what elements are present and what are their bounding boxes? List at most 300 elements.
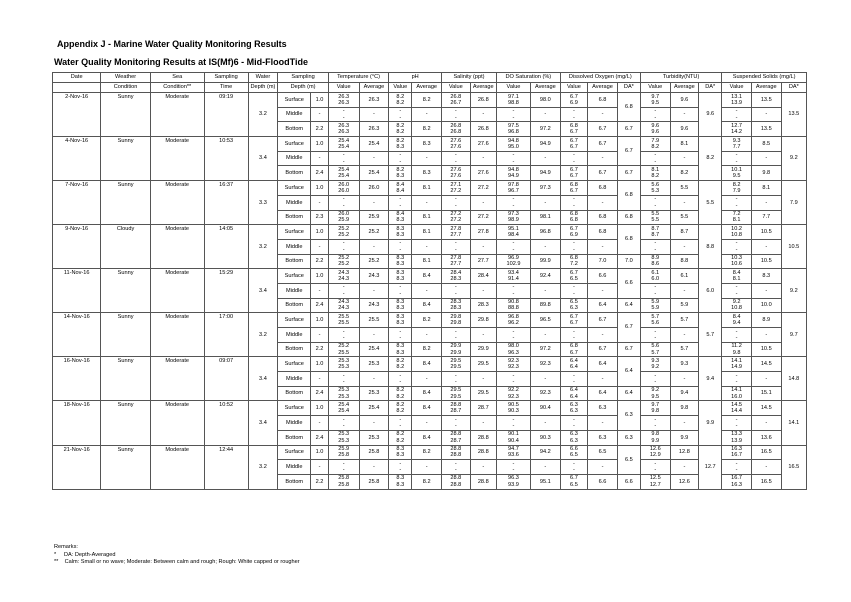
header-date-blank xyxy=(53,83,101,93)
sampling-level-cell: Bottom xyxy=(278,474,311,489)
do-saturation-average: 90.4 xyxy=(531,401,561,416)
salinity-values xyxy=(442,254,471,269)
sampling-level-cell: Middle xyxy=(278,239,311,254)
date-cell: 4-Nov-16 xyxy=(53,137,101,181)
sampling-level-cell: Middle xyxy=(278,107,311,122)
suspended-solids-values xyxy=(722,401,752,416)
suspended-solids-values-reading-1: 8.2 xyxy=(732,181,741,188)
temperature-values-reading-1: 25.2 xyxy=(338,255,350,262)
salinity-values-reading-1: 29.8 xyxy=(450,313,462,320)
do-saturation-values xyxy=(496,107,530,122)
do-saturation-values-reading-2: 102.9 xyxy=(506,261,521,268)
salinity-values-reading-1: 29.5 xyxy=(450,387,462,394)
dissolved-oxygen-values-reading-1: - xyxy=(573,108,575,115)
temperature-values-reading-1: - xyxy=(342,152,345,159)
dissolved-oxygen-values-reading-1: - xyxy=(573,196,575,203)
suspended-solids-values-reading-1: - xyxy=(735,416,738,423)
do-saturation-values-reading-1: 94.7 xyxy=(508,446,519,453)
dissolved-oxygen-values-reading-1: 6.7 xyxy=(570,137,578,144)
ph-values-reading-2: 8.4 xyxy=(396,187,405,194)
dissolved-oxygen-values xyxy=(560,151,587,166)
dissolved-oxygen-values-reading-2: 6.3 xyxy=(570,305,578,312)
sampling-time-cell: 10:53 xyxy=(204,137,248,181)
suspended-solids-da: 14.1 xyxy=(781,401,806,445)
temperature-values-reading-1: 25.2 xyxy=(338,225,350,232)
weather-cell: Sunny xyxy=(101,269,150,313)
turbidity-values-reading-2: 8.7 xyxy=(651,232,660,239)
temperature-values xyxy=(328,269,359,284)
dissolved-oxygen-average: 6.6 xyxy=(588,269,618,284)
ph-values-reading-2: 8.3 xyxy=(396,143,405,150)
ph-average: - xyxy=(412,283,442,298)
do-saturation-values-reading-2: - xyxy=(512,334,515,341)
do-saturation-values-reading-2: 98.8 xyxy=(508,99,519,106)
ph-values-reading-2: - xyxy=(399,467,402,474)
turbidity-values-reading-2: 5.9 xyxy=(651,305,660,312)
appendix-title: Appendix J - Marine Water Quality Monitoring Results xyxy=(57,39,287,49)
turbidity-average: 8.8 xyxy=(670,254,699,269)
salinity-average: - xyxy=(470,239,496,254)
salinity-values xyxy=(442,181,471,196)
turbidity-average: - xyxy=(670,328,699,343)
salinity-values-reading-2: - xyxy=(454,158,457,165)
temperature-values-reading-2: - xyxy=(342,334,345,341)
temperature-average: - xyxy=(359,195,389,210)
temperature-values-reading-1: 25.5 xyxy=(338,313,350,320)
ph-values-reading-2: 8.2 xyxy=(396,364,405,371)
turbidity-average: 8.2 xyxy=(670,166,699,181)
salinity-values-reading-1: 28.8 xyxy=(450,401,462,408)
do-saturation-average: - xyxy=(531,107,561,122)
header-average: Average xyxy=(470,83,496,93)
dissolved-oxygen-average: 6.5 xyxy=(588,445,618,460)
dissolved-oxygen-bottom: 6.6 xyxy=(617,474,640,489)
salinity-average: 28.8 xyxy=(470,474,496,489)
dissolved-oxygen-values-reading-2: - xyxy=(573,158,575,165)
turbidity-average: - xyxy=(670,239,699,254)
temperature-values-reading-2: 25.3 xyxy=(338,393,350,400)
suspended-solids-values-reading-1: - xyxy=(735,372,738,379)
salinity-values-reading-1: - xyxy=(454,372,457,379)
sampling-level-cell: Bottom xyxy=(278,122,311,137)
salinity-average: 27.2 xyxy=(470,181,496,196)
temperature-values xyxy=(328,107,359,122)
salinity-average: 26.8 xyxy=(470,122,496,137)
sampling-depth-cell: 2.2 xyxy=(311,342,329,357)
ph-values xyxy=(389,166,412,181)
salinity-values-reading-2: 27.2 xyxy=(450,217,462,224)
ph-average: - xyxy=(412,328,442,343)
dissolved-oxygen-values-reading-1: 6.7 xyxy=(570,475,578,482)
turbidity-average: 6.1 xyxy=(670,269,699,284)
header-sea: Sea xyxy=(150,73,204,83)
dissolved-oxygen-values-reading-2: 6.7 xyxy=(570,187,578,194)
header-da: DA* xyxy=(699,83,722,93)
temperature-values xyxy=(328,298,359,313)
turbidity-values-reading-1: 5.7 xyxy=(651,313,660,320)
do-saturation-values xyxy=(496,239,530,254)
salinity-values xyxy=(442,210,471,225)
suspended-solids-average: 9.8 xyxy=(751,166,781,181)
salinity-average: 29.5 xyxy=(470,386,496,401)
dissolved-oxygen-values-reading-2: 6.3 xyxy=(570,437,578,444)
turbidity-values xyxy=(640,137,670,152)
header-water: Water xyxy=(248,73,278,83)
do-saturation-average: 96.8 xyxy=(531,225,561,240)
turbidity-values-reading-2: - xyxy=(654,246,657,253)
do-saturation-values xyxy=(496,181,530,196)
turbidity-values xyxy=(640,401,670,416)
salinity-values xyxy=(442,195,471,210)
salinity-values-reading-1: 28.8 xyxy=(450,446,462,453)
header-dissolved-oxygen: Dissolved Oxygen (mg/L) xyxy=(560,73,640,83)
dissolved-oxygen-average: - xyxy=(588,416,618,431)
water-depth-cell: 3.4 xyxy=(248,137,278,181)
ph-values-reading-2: - xyxy=(399,246,402,253)
date-cell: 9-Nov-16 xyxy=(53,225,101,269)
dissolved-oxygen-average: 6.4 xyxy=(588,357,618,372)
turbidity-values-reading-2: - xyxy=(654,114,657,121)
salinity-values-reading-1: - xyxy=(454,328,457,335)
table-row xyxy=(53,269,807,284)
suspended-solids-values-reading-2: 14.9 xyxy=(731,364,743,371)
salinity-values-reading-2: 27.6 xyxy=(450,143,462,150)
temperature-values-reading-1: - xyxy=(342,328,345,335)
dissolved-oxygen-values-reading-2: 6.5 xyxy=(570,452,578,459)
dissolved-oxygen-values xyxy=(560,210,587,225)
dissolved-oxygen-values-reading-2: 6.7 xyxy=(570,349,578,356)
ph-average: 8.4 xyxy=(412,401,442,416)
dissolved-oxygen-average: 6.6 xyxy=(588,474,618,489)
sampling-level-cell: Middle xyxy=(278,328,311,343)
ph-values-reading-2: 8.3 xyxy=(396,320,405,327)
suspended-solids-values-reading-1: 14.5 xyxy=(731,401,743,408)
temperature-average: 25.9 xyxy=(359,210,389,225)
do-saturation-values-reading-2: - xyxy=(512,290,515,297)
temperature-average: - xyxy=(359,107,389,122)
salinity-values xyxy=(442,107,471,122)
dissolved-oxygen-values xyxy=(560,328,587,343)
header-average: Average xyxy=(531,83,561,93)
sampling-level-cell: Middle xyxy=(278,416,311,431)
salinity-average: 29.9 xyxy=(470,342,496,357)
suspended-solids-values-reading-2: 9.8 xyxy=(732,349,741,356)
do-saturation-values-reading-2: 96.7 xyxy=(508,187,519,194)
suspended-solids-values-reading-1: 7.2 xyxy=(732,211,741,218)
do-saturation-values xyxy=(496,416,530,431)
dissolved-oxygen-values-reading-2: 6.4 xyxy=(570,393,578,400)
header-value: Value xyxy=(640,83,670,93)
suspended-solids-values-reading-2: 13.9 xyxy=(731,99,743,106)
turbidity-values-reading-2: 9.5 xyxy=(651,99,660,106)
ph-values-reading-1: 8.2 xyxy=(396,93,405,100)
temperature-values-reading-1: 25.8 xyxy=(338,475,350,482)
ph-values-reading-1: 8.2 xyxy=(396,166,405,173)
do-saturation-values xyxy=(496,151,530,166)
do-saturation-values-reading-1: 96.3 xyxy=(508,475,519,482)
dissolved-oxygen-values-reading-2: 7.2 xyxy=(570,261,578,268)
dissolved-oxygen-bottom: 6.8 xyxy=(617,210,640,225)
sampling-time-cell: 16:37 xyxy=(204,181,248,225)
turbidity-average: - xyxy=(670,372,699,387)
temperature-values-reading-2: - xyxy=(342,114,345,121)
dissolved-oxygen-values xyxy=(560,342,587,357)
dissolved-oxygen-da: 6.7 xyxy=(617,313,640,342)
ph-values xyxy=(389,137,412,152)
turbidity-values-reading-2: 9.9 xyxy=(651,437,660,444)
remarks xyxy=(54,544,300,567)
salinity-values xyxy=(442,357,471,372)
ph-values-reading-1: - xyxy=(399,152,402,159)
temperature-values-reading-2: 26.0 xyxy=(338,187,350,194)
dissolved-oxygen-values-reading-1: - xyxy=(573,284,575,291)
turbidity-values-reading-2: 5.3 xyxy=(651,187,660,194)
temperature-values xyxy=(328,181,359,196)
turbidity-average: 9.6 xyxy=(670,93,699,108)
temperature-values-reading-2: - xyxy=(342,246,345,253)
temperature-average: 24.3 xyxy=(359,269,389,284)
sea-condition-cell: Moderate xyxy=(150,357,204,401)
turbidity-values xyxy=(640,474,670,489)
sampling-level-cell: Middle xyxy=(278,372,311,387)
sea-condition-cell: Moderate xyxy=(150,137,204,181)
suspended-solids-values-reading-1: 16.7 xyxy=(731,475,743,482)
ph-values-reading-1: 8.3 xyxy=(396,269,405,276)
do-saturation-values-reading-2: 92.3 xyxy=(508,364,519,371)
dissolved-oxygen-bottom: 6.7 xyxy=(617,166,640,181)
do-saturation-values-reading-2: 92.3 xyxy=(508,393,519,400)
suspended-solids-values-reading-2: 16.3 xyxy=(731,481,743,488)
suspended-solids-average: - xyxy=(751,328,781,343)
temperature-average: 25.8 xyxy=(359,445,389,460)
do-saturation-average: 94.2 xyxy=(531,445,561,460)
dissolved-oxygen-average: - xyxy=(588,460,618,475)
dissolved-oxygen-values xyxy=(560,122,587,137)
do-saturation-values xyxy=(496,430,530,445)
salinity-values-reading-2: - xyxy=(454,290,457,297)
ph-values xyxy=(389,298,412,313)
header-value: Value xyxy=(389,83,412,93)
date-cell: 11-Nov-16 xyxy=(53,269,101,313)
do-saturation-values-reading-2: 96.2 xyxy=(508,320,519,327)
salinity-values-reading-2: 28.7 xyxy=(450,408,462,415)
ph-values xyxy=(389,254,412,269)
temperature-values-reading-1: 25.3 xyxy=(338,357,350,364)
do-saturation-average: 99.9 xyxy=(531,254,561,269)
do-saturation-values xyxy=(496,269,530,284)
suspended-solids-values-reading-2: - xyxy=(735,378,738,385)
salinity-values xyxy=(442,460,471,475)
sampling-level-cell: Surface xyxy=(278,313,311,328)
temperature-values-reading-2: 25.4 xyxy=(338,173,350,180)
dissolved-oxygen-values xyxy=(560,93,587,108)
temperature-average: - xyxy=(359,416,389,431)
ph-values xyxy=(389,283,412,298)
dissolved-oxygen-values xyxy=(560,137,587,152)
temperature-values xyxy=(328,313,359,328)
do-saturation-values xyxy=(496,195,530,210)
temperature-values-reading-1: - xyxy=(342,284,345,291)
ph-values-reading-1: 8.3 xyxy=(396,255,405,262)
temperature-values xyxy=(328,166,359,181)
do-saturation-values-reading-2: 98.4 xyxy=(508,232,519,239)
turbidity-values xyxy=(640,225,670,240)
suspended-solids-values-reading-2: - xyxy=(735,467,738,474)
turbidity-average: 5.5 xyxy=(670,210,699,225)
salinity-values xyxy=(442,372,471,387)
ph-values-reading-2: 8.3 xyxy=(396,261,405,268)
table-row xyxy=(53,313,807,328)
turbidity-values-reading-1: 9.8 xyxy=(651,431,660,438)
suspended-solids-values-reading-2: 10.8 xyxy=(731,232,743,239)
salinity-average: 28.4 xyxy=(470,269,496,284)
sampling-depth-cell: 1.0 xyxy=(311,93,329,108)
dissolved-oxygen-average: 6.8 xyxy=(588,210,618,225)
salinity-values-reading-2: 27.7 xyxy=(450,261,462,268)
dissolved-oxygen-values xyxy=(560,416,587,431)
temperature-values-reading-1: 24.3 xyxy=(338,299,350,306)
ph-average: 8.4 xyxy=(412,430,442,445)
ph-values xyxy=(389,225,412,240)
dissolved-oxygen-average: 6.7 xyxy=(588,166,618,181)
temperature-average: 25.4 xyxy=(359,137,389,152)
dissolved-oxygen-values xyxy=(560,313,587,328)
ph-values xyxy=(389,181,412,196)
sampling-time-cell: 09:07 xyxy=(204,357,248,401)
dissolved-oxygen-da: 6.3 xyxy=(617,401,640,430)
suspended-solids-values-reading-1: 9.3 xyxy=(732,137,741,144)
sampling-depth-cell: - xyxy=(311,416,329,431)
suspended-solids-values xyxy=(722,122,752,137)
do-saturation-values-reading-1: 98.0 xyxy=(508,343,519,350)
sampling-level-cell: Surface xyxy=(278,269,311,284)
salinity-values-reading-1: 27.6 xyxy=(450,137,462,144)
do-saturation-values-reading-2: 96.3 xyxy=(508,349,519,356)
do-saturation-values-reading-1: - xyxy=(512,152,515,159)
dissolved-oxygen-values-reading-2: - xyxy=(573,422,575,429)
dissolved-oxygen-values-reading-1: - xyxy=(573,240,575,247)
salinity-values-reading-2: 29.5 xyxy=(450,364,462,371)
suspended-solids-values-reading-1: 11.2 xyxy=(731,343,742,350)
ph-values xyxy=(389,430,412,445)
suspended-solids-da: 9.2 xyxy=(781,137,806,181)
salinity-values xyxy=(442,445,471,460)
header-suspended-solids: Suspended Solids (mg/L) xyxy=(722,73,807,83)
temperature-average: 25.3 xyxy=(359,357,389,372)
do-saturation-values-reading-1: 92.3 xyxy=(508,357,519,364)
ph-values xyxy=(389,107,412,122)
salinity-values-reading-2: 28.3 xyxy=(450,305,462,312)
turbidity-values-reading-2: 5.6 xyxy=(651,320,660,327)
do-saturation-average: - xyxy=(531,460,561,475)
dissolved-oxygen-da: 6.6 xyxy=(617,269,640,298)
salinity-values-reading-2: - xyxy=(454,114,457,121)
salinity-values xyxy=(442,151,471,166)
turbidity-values-reading-1: 9.7 xyxy=(651,93,660,100)
temperature-values-reading-1: 25.4 xyxy=(338,166,350,173)
dissolved-oxygen-values-reading-1: 6.8 xyxy=(570,255,578,262)
temperature-average: - xyxy=(359,151,389,166)
turbidity-values-reading-2: 12.9 xyxy=(649,452,661,459)
do-saturation-values xyxy=(496,313,530,328)
dissolved-oxygen-values xyxy=(560,283,587,298)
suspended-solids-values-reading-2: 14.2 xyxy=(731,129,743,136)
suspended-solids-values xyxy=(722,328,752,343)
do-saturation-values-reading-1: - xyxy=(512,372,515,379)
turbidity-values-reading-2: - xyxy=(654,290,657,297)
turbidity-values xyxy=(640,151,670,166)
salinity-average: 27.8 xyxy=(470,225,496,240)
ph-values xyxy=(389,445,412,460)
ph-average: 8.4 xyxy=(412,269,442,284)
temperature-average: 25.5 xyxy=(359,313,389,328)
sampling-depth-cell: - xyxy=(311,107,329,122)
salinity-values-reading-1: - xyxy=(454,284,457,291)
header-turbidity: Turbidity(NTU) xyxy=(640,73,721,83)
do-saturation-values xyxy=(496,225,530,240)
ph-values-reading-2: 8.3 xyxy=(396,276,405,283)
suspended-solids-values xyxy=(722,460,752,475)
salinity-values-reading-1: 28.8 xyxy=(450,475,462,482)
sampling-depth-cell: - xyxy=(311,283,329,298)
temperature-values-reading-2: 25.9 xyxy=(338,217,350,224)
sampling-level-cell: Middle xyxy=(278,195,311,210)
header-water-depth: Depth (m) xyxy=(248,83,278,93)
turbidity-values-reading-2: - xyxy=(654,378,657,385)
temperature-values xyxy=(328,239,359,254)
table-row xyxy=(53,181,807,196)
do-saturation-average: 90.3 xyxy=(531,430,561,445)
suspended-solids-values xyxy=(722,210,752,225)
turbidity-values-reading-1: 9.6 xyxy=(651,122,660,129)
suspended-solids-da: 9.2 xyxy=(781,269,806,313)
temperature-values-reading-1: 25.2 xyxy=(338,343,350,350)
salinity-average: 27.6 xyxy=(470,137,496,152)
ph-values xyxy=(389,93,412,108)
temperature-values-reading-1: - xyxy=(342,372,345,379)
remarks-da-note: * DA: Depth-Averaged xyxy=(54,551,116,558)
do-saturation-average: 94.9 xyxy=(531,166,561,181)
sampling-depth-cell: 2.2 xyxy=(311,474,329,489)
ph-values xyxy=(389,386,412,401)
ph-values-reading-2: 8.3 xyxy=(396,452,405,459)
temperature-values-reading-2: 25.8 xyxy=(338,452,350,459)
ph-values-reading-1: - xyxy=(399,240,402,247)
suspended-solids-values xyxy=(722,357,752,372)
ph-values-reading-1: - xyxy=(399,108,402,115)
temperature-values-reading-1: 25.4 xyxy=(338,401,350,408)
water-quality-table xyxy=(52,72,807,490)
sampling-depth-cell: 2.4 xyxy=(311,166,329,181)
water-depth-cell: 3.4 xyxy=(248,401,278,445)
dissolved-oxygen-values-reading-1: 6.8 xyxy=(570,122,578,129)
date-cell: 2-Nov-16 xyxy=(53,93,101,137)
suspended-solids-values xyxy=(722,474,752,489)
turbidity-values-reading-1: 8.7 xyxy=(651,225,660,232)
ph-values xyxy=(389,328,412,343)
turbidity-values xyxy=(640,298,670,313)
dissolved-oxygen-values xyxy=(560,460,587,475)
temperature-values-reading-1: 25.3 xyxy=(338,387,350,394)
turbidity-average: 12.6 xyxy=(670,474,699,489)
do-saturation-values-reading-2: - xyxy=(512,158,515,165)
dissolved-oxygen-values-reading-1: 6.8 xyxy=(570,211,578,218)
salinity-average: 29.8 xyxy=(470,313,496,328)
suspended-solids-average: 15.1 xyxy=(751,386,781,401)
salinity-values xyxy=(442,298,471,313)
turbidity-values-reading-2: 9.2 xyxy=(651,364,660,371)
turbidity-da: 8.2 xyxy=(699,137,722,181)
